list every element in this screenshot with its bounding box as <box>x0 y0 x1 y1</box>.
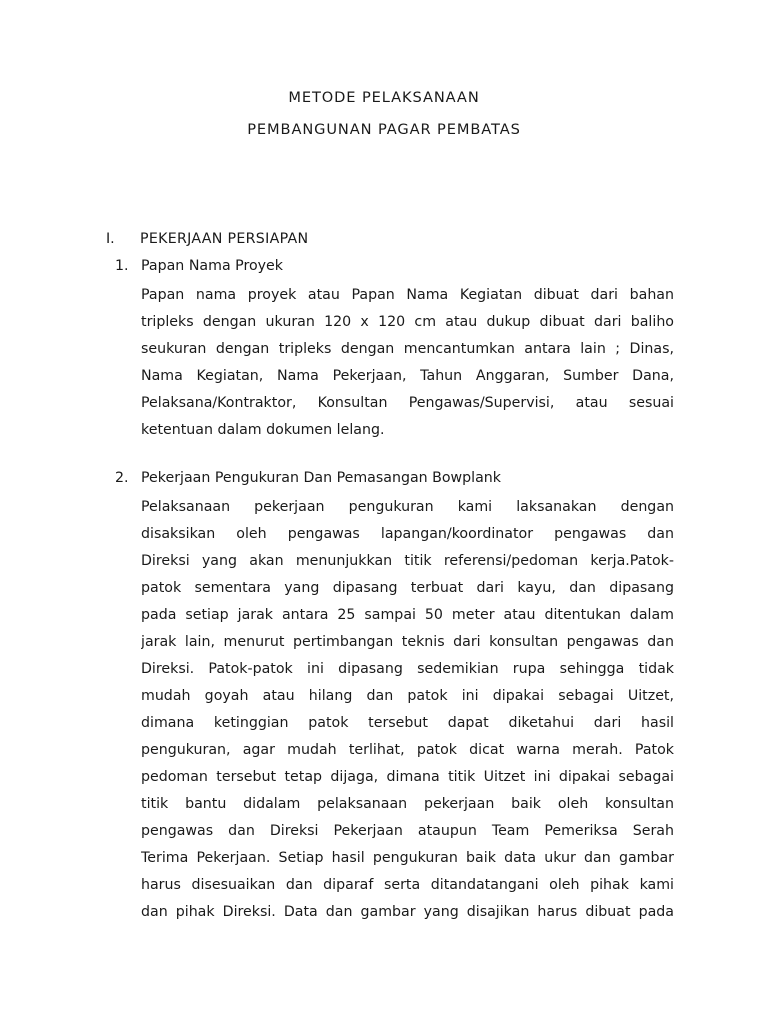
item-number: 2. <box>115 470 129 486</box>
section-title: PEKERJAAN PERSIAPAN <box>140 231 309 247</box>
paragraph-line: mudah goyah atau hilang dan patok ini dipakai sebagai Uitzet, <box>141 688 674 704</box>
paragraph-line: Nama Kegiatan, Nama Pekerjaan, Tahun Anggaran, Sumber Dana, <box>141 368 674 384</box>
item-heading: Papan Nama Proyek <box>141 258 283 274</box>
paragraph-line: Terima Pekerjaan. Setiap hasil pengukuran baik data ukur dan gambar <box>141 850 674 866</box>
paragraph-line: Direksi. Patok-patok ini dipasang sedemikian rupa sehingga tidak <box>141 661 674 677</box>
item-paragraph <box>141 494 674 926</box>
item-number: 1. <box>115 258 129 274</box>
paragraph-line: titik bantu didalam pelaksanaan pekerjaan baik oleh konsultan <box>141 796 674 812</box>
paragraph-line: seukuran dengan tripleks dengan mencantumkan antara lain ; Dinas, <box>141 341 674 357</box>
paragraph-line: disaksikan oleh pengawas lapangan/koordinator pengawas dan <box>141 526 674 542</box>
paragraph-line: pada setiap jarak antara 25 sampai 50 meter atau ditentukan dalam <box>141 607 674 623</box>
document-title: METODE PELAKSANAAN <box>288 89 480 106</box>
paragraph-line: Pelaksana/Kontraktor, Konsultan Pengawas/Supervisi, atau sesuai <box>141 395 674 411</box>
paragraph-line: pengukuran, agar mudah terlihat, patok dicat warna merah. Patok <box>141 742 674 758</box>
paragraph-line: ketentuan dalam dokumen lelang. <box>141 422 385 438</box>
document-subtitle: PEMBANGUNAN PAGAR PEMBATAS <box>247 121 521 138</box>
paragraph-line: jarak lain, menurut pertimbangan teknis dari konsultan pengawas dan <box>141 634 674 650</box>
paragraph-line: harus disesuaikan dan diparaf serta ditandatangani oleh pihak kami <box>141 877 674 893</box>
paragraph-line: pengawas dan Direksi Pekerjaan ataupun Team Pemeriksa Serah <box>141 823 674 839</box>
paragraph-line: tripleks dengan ukuran 120 x 120 cm atau dukup dibuat dari baliho <box>141 314 674 330</box>
section-numeral: I. <box>106 231 115 247</box>
paragraph-line: pedoman tersebut tetap dijaga, dimana titik Uitzet ini dipakai sebagai <box>141 769 674 785</box>
paragraph-line: patok sementara yang dipasang terbuat dari kayu, dan dipasang <box>141 580 674 596</box>
item-paragraph <box>141 282 674 444</box>
paragraph-line: dimana ketinggian patok tersebut dapat diketahui dari hasil <box>141 715 674 731</box>
paragraph-line: Papan nama proyek atau Papan Nama Kegiatan dibuat dari bahan <box>141 287 674 303</box>
paragraph-line: Pelaksanaan pekerjaan pengukuran kami laksanakan dengan <box>141 499 674 515</box>
paragraph-line: dan pihak Direksi. Data dan gambar yang disajikan harus dibuat pada <box>141 904 674 920</box>
item-heading: Pekerjaan Pengukuran Dan Pemasangan Bowplank <box>141 470 502 486</box>
paragraph-line: Direksi yang akan menunjukkan titik referensi/pedoman kerja.Patok- <box>141 553 674 569</box>
